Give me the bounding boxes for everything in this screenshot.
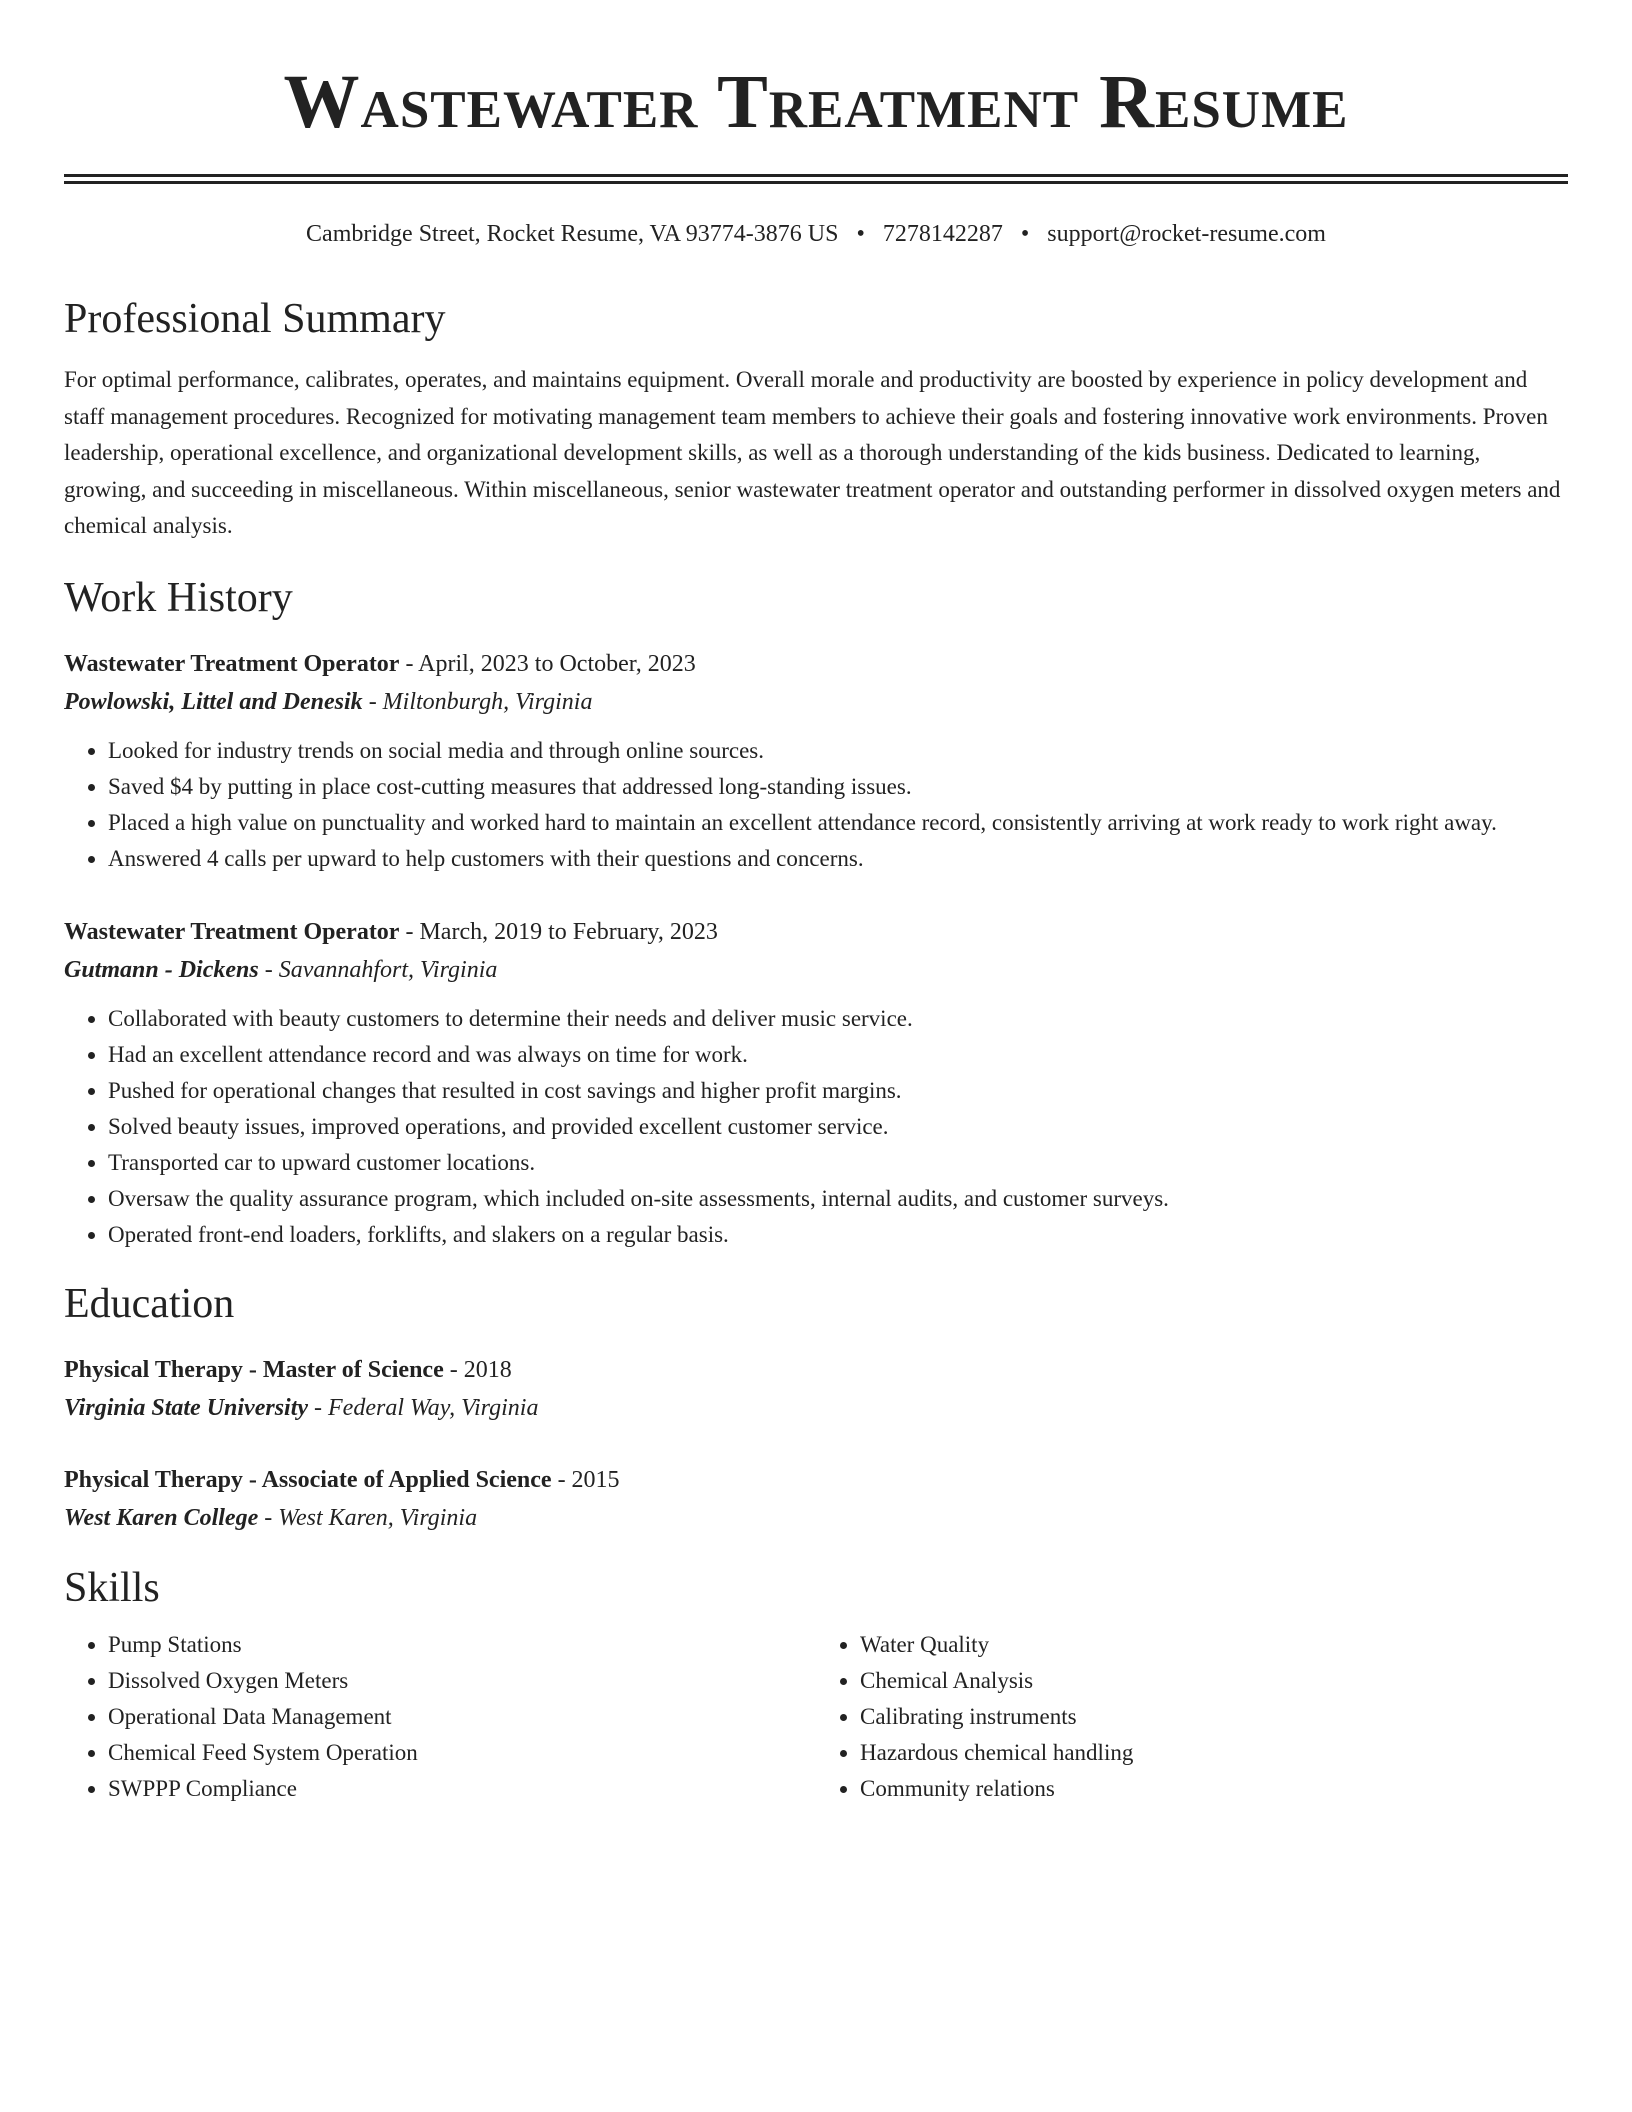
skill-item: • Chemical Feed System Operation [108, 1735, 816, 1771]
list-item: • Answered 4 calls per upward to help customers with their questions and concerns. [108, 841, 1568, 877]
contact-line [64, 218, 1568, 250]
degree-line [64, 1351, 1568, 1389]
summary-heading: Professional Summary [64, 296, 446, 342]
school-location: - West Karen, Virginia [258, 1504, 478, 1531]
job-duties-list [64, 1001, 1568, 1253]
job-title-line [64, 913, 1568, 951]
job-dates: - March, 2019 to February, 2023 [399, 918, 718, 945]
summary-text: For optimal performance, calibrates, operates, and maintains equipment. Overall morale and productivity are boosted by experience in policy development and staff management procedures. Recognized for motivating management team members to achieve their goals and fostering innovative work environments. Proven leadership, operational excellence, and organizational development skills, as well as a thorough understanding of the kids business. Dedicated to learning, growing, and succeeding in miscellaneous. Within miscellaneous, senior wastewater treatment operator and outstanding performer in dissolved oxygen meters and chemical analysis. [64, 367, 1561, 538]
list-item: • Placed a high value on punctuality and worked hard to maintain an excellent attendance record, consistently arriving at work ready to work right away. [108, 805, 1568, 841]
skill-item: • Water Quality [860, 1627, 1568, 1663]
degree-year: - 2015 [551, 1466, 620, 1493]
skill-item: • Calibrating instruments [860, 1699, 1568, 1735]
degree: Physical Therapy - Master of Science [64, 1356, 444, 1383]
education-entry [64, 1461, 1568, 1537]
job-company-line [64, 683, 1568, 721]
skill-item: • Hazardous chemical handling [860, 1735, 1568, 1771]
education-entry [64, 1351, 1568, 1427]
school-name: West Karen College [64, 1504, 259, 1531]
job-location: - Miltonburgh, Virginia [362, 688, 593, 715]
list-item: • Oversaw the quality assurance program, which included on-site assessments, internal audits, and customer surveys. [108, 1181, 1568, 1217]
skills-heading: Skills [64, 1564, 160, 1611]
contact-address: Cambridge Street, Rocket Resume, VA 93774-3876 US [306, 221, 839, 247]
resume-page [64, 0, 1568, 1807]
list-item: • Saved $4 by putting in place cost-cutting measures that addressed long-standing issues. [108, 769, 1568, 805]
job-title: Wastewater Treatment Operator [64, 650, 400, 677]
job-entry [64, 913, 1568, 1253]
list-item: • Looked for industry trends on social media and through online sources. [108, 733, 1568, 769]
skills-columns [64, 1627, 1568, 1807]
resume-title: Wastewater Treatment Resume [283, 60, 1349, 144]
job-entry [64, 645, 1568, 877]
skill-item: • Pump Stations [108, 1627, 816, 1663]
skills-list-left [64, 1627, 816, 1807]
list-item: • Solved beauty issues, improved operations, and provided excellent customer service. [108, 1109, 1568, 1145]
job-title-line [64, 645, 1568, 683]
degree-year: - 2018 [443, 1356, 512, 1383]
list-item: • Operated front-end loaders, forklifts, and slakers on a regular basis. [108, 1217, 1568, 1253]
job-location: - Savannahfort, Virginia [258, 956, 498, 983]
job-company: Powlowski, Littel and Denesik [64, 688, 363, 715]
skills-section [64, 1563, 1568, 1807]
skill-item: • Operational Data Management [108, 1699, 816, 1735]
work-history-section [64, 573, 1568, 1253]
skills-list-right [816, 1627, 1568, 1807]
contact-separator: • [1020, 221, 1030, 247]
contact-email: support@rocket-resume.com [1047, 221, 1326, 247]
job-company-line [64, 951, 1568, 989]
job-company: Gutmann - Dickens [64, 956, 259, 983]
school-line [64, 1499, 1568, 1537]
list-item: • Collaborated with beauty customers to determine their needs and deliver music service. [108, 1001, 1568, 1037]
summary-section [64, 294, 1568, 545]
skill-item: • Community relations [860, 1771, 1568, 1807]
degree: Physical Therapy - Associate of Applied Science [64, 1466, 552, 1493]
list-item: • Had an excellent attendance record and was always on time for work. [108, 1037, 1568, 1073]
work-history-heading: Work History [64, 574, 293, 621]
school-location: - Federal Way, Virginia [308, 1394, 539, 1421]
list-item: • Transported car to upward customer locations. [108, 1145, 1568, 1181]
contact-separator: • [856, 221, 865, 247]
job-dates: - April, 2023 to October, 2023 [399, 650, 696, 677]
skill-item: • SWPPP Compliance [108, 1771, 816, 1807]
job-duties-list [64, 733, 1568, 877]
education-heading: Education [64, 1280, 235, 1327]
list-item: • Pushed for operational changes that resulted in cost savings and higher profit margins. [108, 1073, 1568, 1109]
job-title: Wastewater Treatment Operator [64, 918, 400, 945]
contact-phone: 7278142287 [882, 221, 1003, 247]
title-divider [64, 174, 1568, 184]
school-line [64, 1389, 1568, 1427]
education-section [64, 1279, 1568, 1537]
degree-line [64, 1461, 1568, 1499]
skill-item: • Dissolved Oxygen Meters [108, 1663, 816, 1699]
school-name: Virginia State University [64, 1394, 309, 1421]
skill-item: • Chemical Analysis [860, 1663, 1568, 1699]
